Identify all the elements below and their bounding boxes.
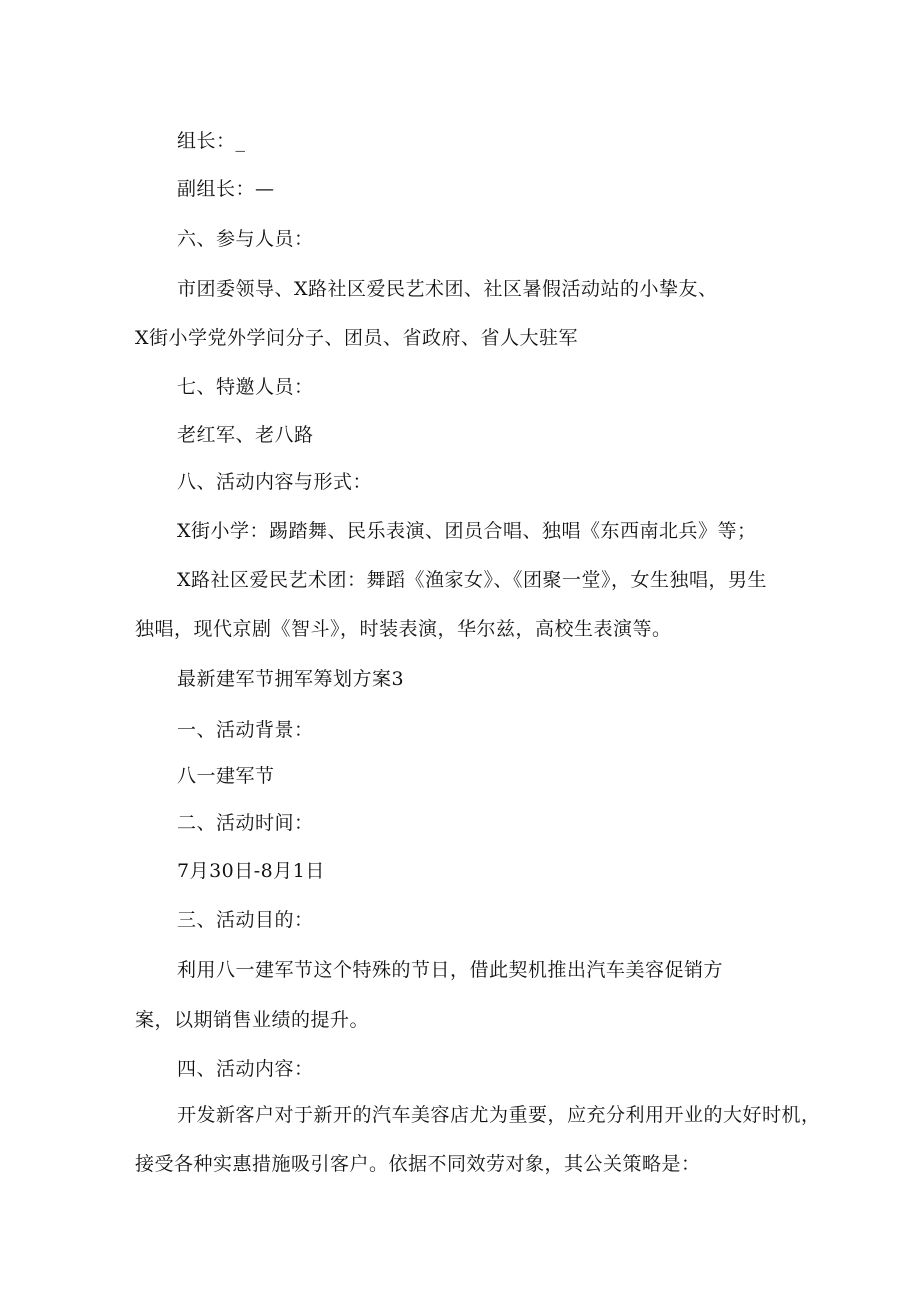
content-school-line: X街小学：踢踏舞、民乐表演、团员合唱、独唱《东西南北兵》等； <box>177 520 757 542</box>
content-troupe-line-2: 独唱，现代京剧《智斗》，时装表演，华尔兹，高校生表演等。 <box>135 618 672 640</box>
purpose-line-1: 利用八一建军节这个特殊的节日，借此契机推出汽车美容促销方 <box>177 959 724 981</box>
deputy-leader-line: 副组长：— <box>177 178 275 200</box>
section-activity-heading: 四、活动内容： <box>177 1058 314 1080</box>
section-time-heading: 二、活动时间： <box>177 812 314 834</box>
participants-line-2: X街小学党外学问分子、团员、省政府、省人大驻军 <box>135 327 579 349</box>
participants-line-1: 市团委领导、X路社区爱民艺术团、社区暑假活动站的小挚友、 <box>177 278 718 300</box>
plan-3-title: 最新建军节拥军筹划方案3 <box>177 668 405 690</box>
activity-line-2: 接受各种实惠措施吸引客户。依据不同效劳对象，其公关策略是： <box>135 1153 701 1175</box>
section-content-heading: 八、活动内容与形式： <box>177 471 373 493</box>
guests-line: 老红军、老八路 <box>177 424 314 446</box>
section-guests-heading: 七、特邀人员： <box>177 376 314 398</box>
content-troupe-line-1: X路社区爱民艺术团：舞蹈《渔家女》、《团聚一堂》，女生独唱，男生 <box>177 569 768 591</box>
activity-line-1: 开发新客户对于新开的汽车美容店尤为重要，应充分利用开业的大好时机， <box>177 1104 821 1126</box>
purpose-line-2: 案，以期销售业绩的提升。 <box>135 1009 370 1031</box>
section-background-heading: 一、活动背景： <box>177 719 314 741</box>
group-leader-line: 组长：_ <box>177 130 246 152</box>
background-line: 八一建军节 <box>177 765 275 787</box>
time-line: 7月30日-8月1日 <box>177 860 325 882</box>
section-participants-heading: 六、参与人员： <box>177 228 314 250</box>
section-purpose-heading: 三、活动目的： <box>177 909 314 931</box>
